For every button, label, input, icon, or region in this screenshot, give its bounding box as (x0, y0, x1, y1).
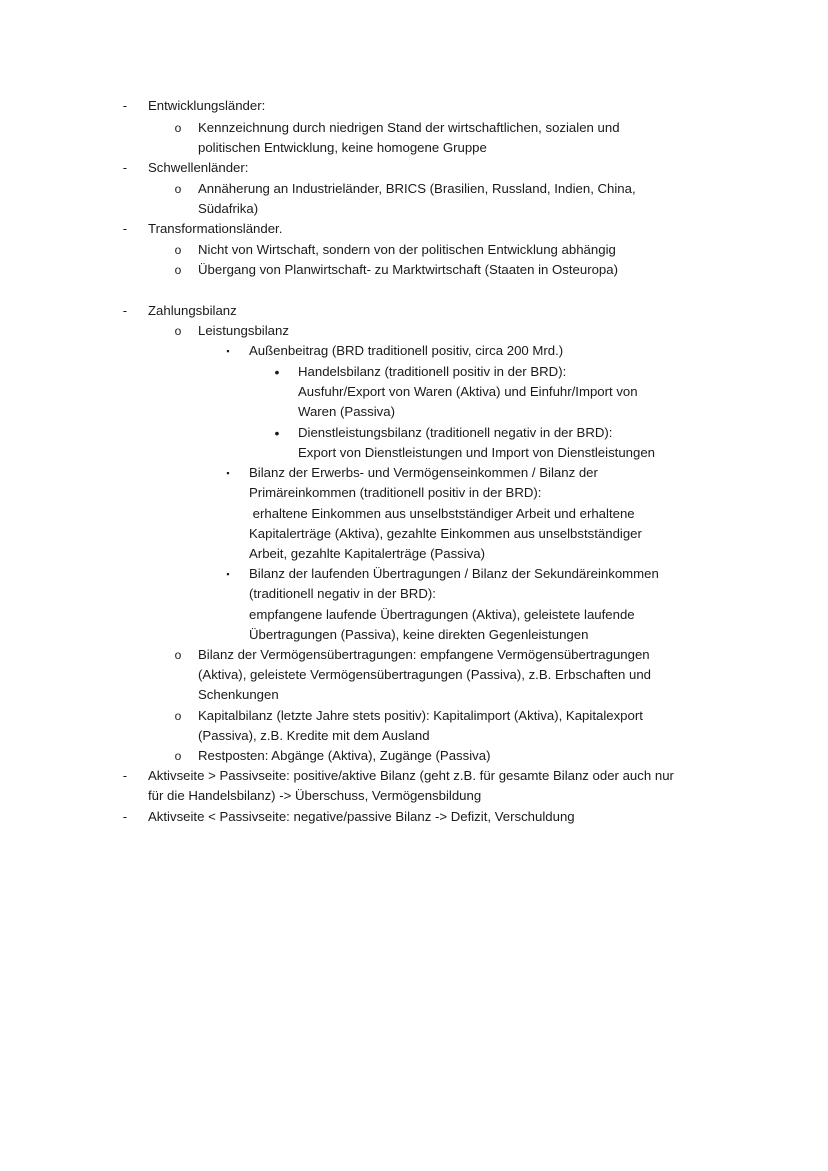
circle-bullet-icon: o (174, 263, 182, 277)
list-item-text: Aktivseite < Passivseite: negative/passive Bilanz -> Defizit, Verschuldung (148, 809, 575, 824)
list-item-text: Ausfuhr/Export von Waren (Aktiva) und Einfuhr/Import von (298, 384, 638, 399)
list-item-text: Annäherung an Industrieländer, BRICS (Brasilien, Russland, Indien, China, (198, 181, 636, 196)
list-item-text: politischen Entwicklung, keine homogene Gruppe (198, 140, 487, 155)
list-item-text: (traditionell negativ in der BRD): (249, 586, 436, 601)
square-bullet-icon: ▪ (226, 468, 230, 478)
list-item-text: Schenkungen (198, 687, 279, 702)
list-item-text: Dienstleistungsbilanz (traditionell negativ in der BRD): (298, 425, 613, 440)
list-item-text: Handelsbilanz (traditionell positiv in der BRD): (298, 364, 567, 379)
list-item-text: Bilanz der Vermögensübertragungen: empfangene Vermögensübertragungen (198, 647, 650, 662)
dash-bullet-icon: - (122, 160, 128, 175)
list-item-text: Nicht von Wirtschaft, sondern von der politischen Entwicklung abhängig (198, 242, 616, 257)
list-item-text: Kennzeichnung durch niedrigen Stand der wirtschaftlichen, sozialen und (198, 120, 620, 135)
square-bullet-icon: ▪ (226, 346, 230, 356)
list-item-text: Übertragungen (Passiva), keine direkten Gegenleistungen (249, 627, 589, 642)
list-item-text: empfangene laufende Übertragungen (Aktiva), geleistete laufende (249, 607, 635, 622)
circle-bullet-icon: o (174, 648, 182, 662)
round-bullet-icon: • (274, 364, 280, 380)
circle-bullet-icon: o (174, 243, 182, 257)
list-item-text: Leistungsbilanz (198, 323, 289, 338)
list-item-text: (Aktiva), geleistete Vermögensübertragungen (Passiva), z.B. Erbschaften und (198, 667, 652, 682)
circle-bullet-icon: o (174, 121, 182, 135)
list-item-text: Aktivseite > Passivseite: positive/aktive Bilanz (geht z.B. für gesamte Bilanz oder auch nur (148, 768, 674, 783)
circle-bullet-icon: o (174, 324, 182, 338)
list-item-text: Transformationsländer. (148, 221, 283, 236)
square-bullet-icon: ▪ (226, 569, 230, 579)
dash-bullet-icon: - (122, 303, 128, 318)
list-item-text: Entwicklungsländer: (148, 98, 266, 113)
list-item-text: (Passiva), z.B. Kredite mit dem Ausland (198, 728, 430, 743)
list-item-text: Außenbeitrag (BRD traditionell positiv, circa 200 Mrd.) (249, 343, 564, 358)
list-item-text: Zahlungsbilanz (148, 303, 237, 318)
dash-bullet-icon: - (122, 221, 128, 236)
list-item-text: Kapitalbilanz (letzte Jahre stets positiv): Kapitalimport (Aktiva), Kapitalexport (198, 708, 643, 723)
list-item-text: Waren (Passiva) (298, 404, 395, 419)
circle-bullet-icon: o (174, 709, 182, 723)
list-item-text: Südafrika) (198, 201, 259, 216)
list-item-text: Restposten: Abgänge (Aktiva), Zugänge (Passiva) (198, 748, 491, 763)
circle-bullet-icon: o (174, 182, 182, 196)
list-item-text: Bilanz der Erwerbs- und Vermögenseinkommen / Bilanz der (249, 465, 598, 480)
list-item-text: für die Handelsbilanz) -> Überschuss, Vermögensbildung (148, 788, 482, 803)
circle-bullet-icon: o (174, 749, 182, 763)
list-item-text: Übergang von Planwirtschaft- zu Marktwirtschaft (Staaten in Osteuropa) (198, 262, 618, 277)
list-item-text: Export von Dienstleistungen und Import von Dienstleistungen (298, 445, 656, 460)
list-item-text: Kapitalerträge (Aktiva), gezahlte Einkommen aus unselbstständiger (249, 526, 642, 541)
list-item-text: Bilanz der laufenden Übertragungen / Bilanz der Sekundäreinkommen (249, 566, 659, 581)
list-item-text: erhaltene Einkommen aus unselbstständiger Arbeit und erhaltene (249, 506, 635, 521)
list-item-text: Arbeit, gezahlte Kapitalerträge (Passiva) (249, 546, 486, 561)
dash-bullet-icon: - (122, 768, 128, 783)
list-item-text: Schwellenländer: (148, 160, 249, 175)
dash-bullet-icon: - (122, 98, 128, 113)
dash-bullet-icon: - (122, 809, 128, 824)
list-item-text: Primäreinkommen (traditionell positiv in der BRD): (249, 485, 542, 500)
round-bullet-icon: • (274, 425, 280, 441)
